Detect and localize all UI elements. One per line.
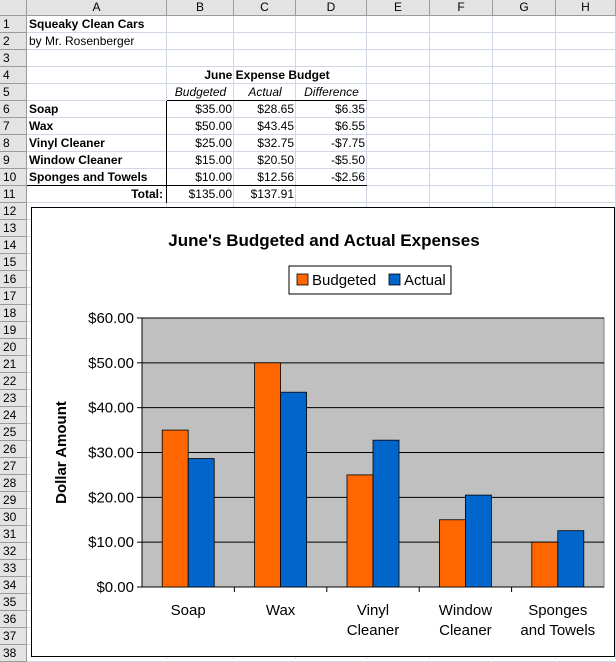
- x-tick-label: and Towels: [520, 622, 596, 639]
- cell-total-budgeted[interactable]: $135.00: [188, 187, 232, 201]
- cell-total-label[interactable]: Total:: [27, 186, 167, 203]
- x-tick-label: Wax: [265, 602, 296, 619]
- bar-actual[interactable]: [558, 531, 584, 587]
- x-tick-label: Soap: [170, 602, 206, 619]
- row-header-9[interactable]: 9: [0, 152, 27, 169]
- row-header-17[interactable]: 17: [0, 288, 27, 305]
- legend-swatch-actual: [389, 274, 400, 285]
- chart-title[interactable]: June's Budgeted and Actual Expenses: [168, 231, 480, 250]
- bar-actual[interactable]: [281, 392, 307, 587]
- row-header-37[interactable]: 37: [0, 628, 27, 645]
- row-header-11[interactable]: 11: [0, 186, 27, 203]
- row-header-14[interactable]: 14: [0, 237, 27, 254]
- row-header-32[interactable]: 32: [0, 543, 27, 560]
- row-header-18[interactable]: 18: [0, 305, 27, 322]
- cell-item-budgeted[interactable]: $35.00: [195, 102, 232, 116]
- bar-budgeted[interactable]: [255, 363, 281, 587]
- row-header-1[interactable]: 1: [0, 16, 27, 33]
- cell-item-budgeted[interactable]: $15.00: [195, 153, 232, 167]
- cell-item-budgeted[interactable]: $25.00: [195, 136, 232, 150]
- cell-item-difference[interactable]: -$5.50: [330, 153, 365, 167]
- row-header-15[interactable]: 15: [0, 254, 27, 271]
- bar-actual[interactable]: [465, 495, 491, 587]
- column-header-f[interactable]: F: [430, 0, 493, 16]
- column-header-c[interactable]: C: [234, 0, 296, 16]
- column-header-e[interactable]: E: [367, 0, 430, 16]
- x-tick-label: Vinyl: [356, 602, 390, 619]
- row-header-26[interactable]: 26: [0, 441, 27, 458]
- legend-swatch-budgeted: [297, 274, 308, 285]
- row-header-35[interactable]: 35: [0, 594, 27, 611]
- legend-label-actual: Actual: [404, 272, 446, 289]
- row-header-22[interactable]: 22: [0, 373, 27, 390]
- column-header-d[interactable]: D: [296, 0, 367, 16]
- row-header-31[interactable]: 31: [0, 526, 27, 543]
- x-tick-label: Cleaner: [439, 622, 492, 639]
- row-header-21[interactable]: 21: [0, 356, 27, 373]
- column-header-a[interactable]: A: [27, 0, 167, 16]
- row-header-6[interactable]: 6: [0, 101, 27, 118]
- y-tick-label: $40.00: [88, 399, 134, 417]
- x-tick-label: Cleaner: [346, 622, 400, 639]
- y-tick-label: $60.00: [88, 310, 134, 327]
- cell-item-actual[interactable]: $20.50: [257, 153, 294, 167]
- cell-a1-company-name[interactable]: Squeaky Clean Cars: [29, 17, 145, 31]
- row-header-12[interactable]: 12: [0, 203, 27, 220]
- column-header-b[interactable]: B: [167, 0, 234, 16]
- row-header-10[interactable]: 10: [0, 169, 27, 186]
- row-header-2[interactable]: 2: [0, 33, 27, 50]
- row-header-29[interactable]: 29: [0, 492, 27, 509]
- row-header-13[interactable]: 13: [0, 220, 27, 237]
- row-header-25[interactable]: 25: [0, 424, 27, 441]
- y-tick-label: $0.00: [96, 579, 134, 596]
- row-header-19[interactable]: 19: [0, 322, 27, 339]
- cell-item-actual[interactable]: $28.65: [257, 102, 294, 116]
- cell-item-name[interactable]: Sponges and Towels: [27, 169, 167, 186]
- cell-header-budgeted[interactable]: Budgeted: [167, 84, 234, 101]
- bar-budgeted[interactable]: [532, 542, 558, 587]
- expense-chart[interactable]: [31, 207, 615, 657]
- cell-header-actual[interactable]: Actual: [234, 84, 296, 101]
- cell-item-difference[interactable]: -$7.75: [330, 136, 365, 150]
- cell-item-budgeted[interactable]: $10.00: [167, 169, 234, 186]
- cell-item-name[interactable]: Window Cleaner: [27, 152, 167, 169]
- bar-budgeted[interactable]: [162, 430, 188, 587]
- row-header-36[interactable]: 36: [0, 611, 27, 628]
- cell-item-actual[interactable]: $12.56: [234, 169, 296, 186]
- bar-actual[interactable]: [188, 459, 214, 587]
- y-tick-label: $50.00: [88, 354, 134, 372]
- column-header-h[interactable]: H: [556, 0, 616, 16]
- y-axis-label: Dollar Amount: [53, 401, 70, 504]
- cell-item-actual[interactable]: $43.45: [257, 119, 294, 133]
- x-tick-label: Window: [438, 602, 493, 619]
- cell-item-difference[interactable]: $6.35: [334, 102, 365, 116]
- row-header-33[interactable]: 33: [0, 560, 27, 577]
- cell-budget-title[interactable]: June Expense Budget: [204, 68, 330, 82]
- cell-total-actual[interactable]: $137.91: [250, 187, 294, 201]
- cell-item-budgeted[interactable]: $50.00: [195, 119, 232, 133]
- row-header-16[interactable]: 16: [0, 271, 27, 288]
- row-header-8[interactable]: 8: [0, 135, 27, 152]
- row-header-28[interactable]: 28: [0, 475, 27, 492]
- cell-item-name[interactable]: Soap: [27, 101, 167, 118]
- row-header-3[interactable]: 3: [0, 50, 27, 67]
- cell-header-difference[interactable]: Difference: [296, 84, 367, 101]
- row-header-7[interactable]: 7: [0, 118, 27, 135]
- cell-item-difference[interactable]: $6.55: [334, 119, 365, 133]
- select-all-corner[interactable]: [0, 0, 27, 16]
- row-header-5[interactable]: 5: [0, 84, 27, 101]
- row-header-27[interactable]: 27: [0, 458, 27, 475]
- cell-item-difference[interactable]: -$2.56: [296, 169, 367, 186]
- cell-item-name[interactable]: Wax: [27, 118, 167, 135]
- row-header-30[interactable]: 30: [0, 509, 27, 526]
- row-header-4[interactable]: 4: [0, 67, 27, 84]
- row-header-23[interactable]: 23: [0, 390, 27, 407]
- column-header-g[interactable]: G: [493, 0, 556, 16]
- bar-actual[interactable]: [373, 440, 399, 587]
- y-tick-label: $10.00: [88, 534, 134, 552]
- cell-item-name[interactable]: Vinyl Cleaner: [27, 135, 167, 152]
- cell-item-actual[interactable]: $32.75: [257, 136, 294, 150]
- cell-a2-author[interactable]: by Mr. Rosenberger: [29, 34, 135, 48]
- bar-budgeted[interactable]: [347, 475, 373, 587]
- legend-label-budgeted: Budgeted: [312, 272, 377, 289]
- row-header-38[interactable]: 38: [0, 645, 27, 662]
- row-header-34[interactable]: 34: [0, 577, 27, 594]
- row-header-24[interactable]: 24: [0, 407, 27, 424]
- y-tick-label: $30.00: [88, 444, 134, 462]
- row-header-20[interactable]: 20: [0, 339, 27, 356]
- x-tick-label: Sponges: [528, 602, 588, 619]
- bar-budgeted[interactable]: [439, 520, 465, 587]
- chart-canvas: [32, 208, 616, 658]
- y-tick-label: $20.00: [88, 489, 134, 507]
